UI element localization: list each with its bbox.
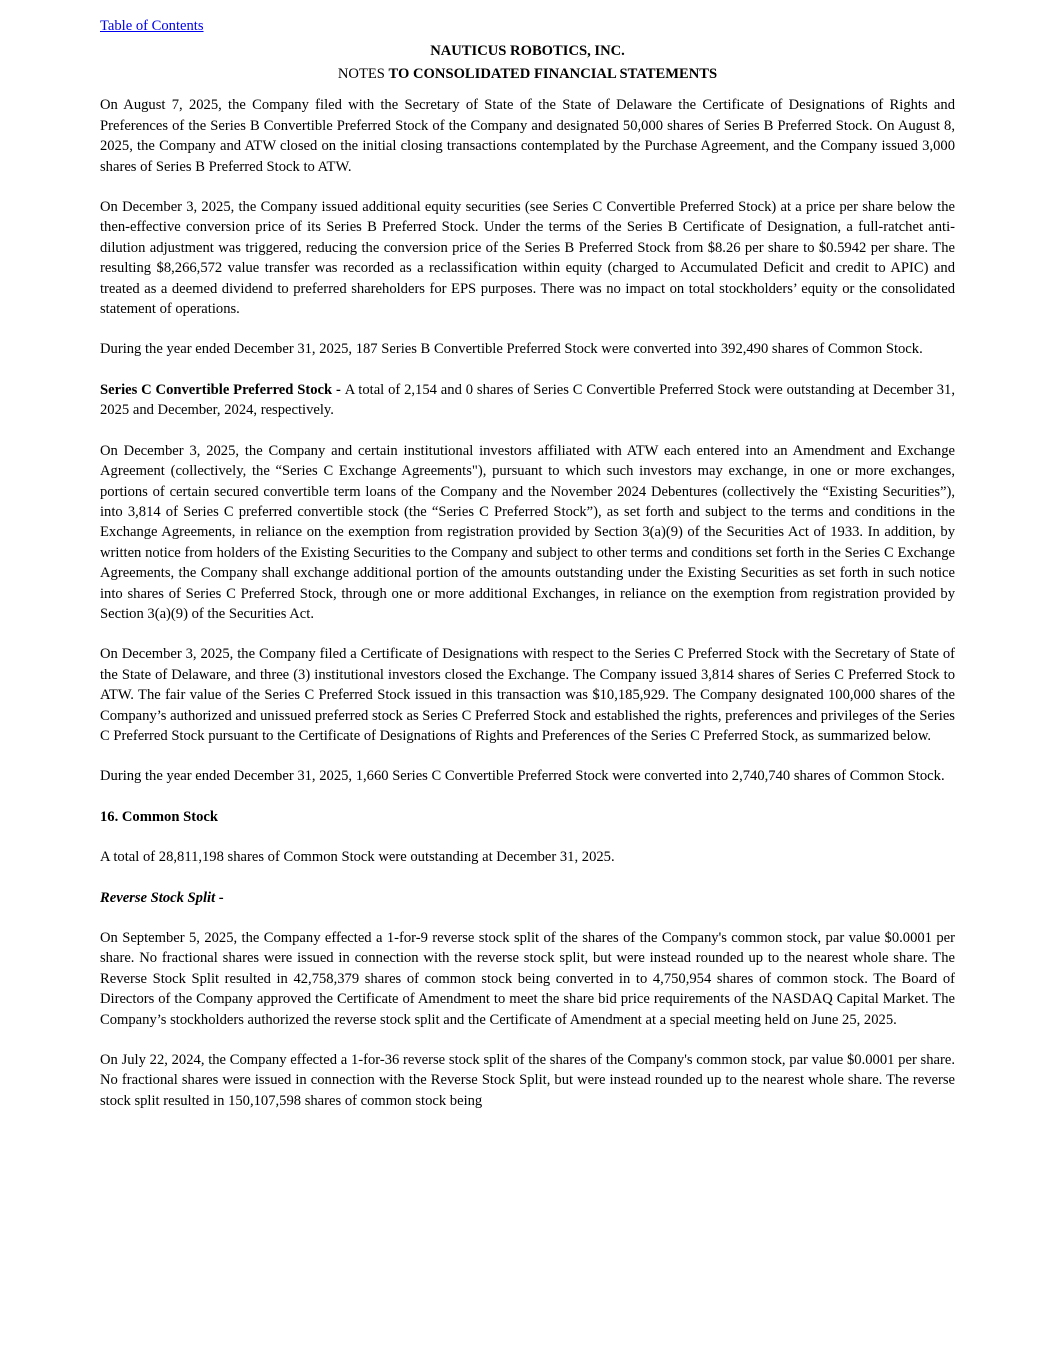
para-series-c-outstanding xyxy=(100,380,955,421)
document-header xyxy=(100,40,955,86)
para-common-stock-outstanding: A total of 28,811,198 shares of Common Stock were outstanding at December 31, 2025. xyxy=(100,849,615,866)
toc-line xyxy=(100,16,955,36)
para-reverse-split-2024: On July 22, 2024, the Company effected a 1-for-36 reverse stock split of the shares of the Company's common stock, par value $0.0001 per share. No fractional shares were issued in connection with the Reverse Stock Split, but were instead rounded up to the nearest whole share. The reverse stock split resulted in 150,107,598 shares of common stock being xyxy=(100,1052,955,1109)
notes-title-bold: TO CONSOLIDATED FINANCIAL STATEMENTS xyxy=(388,66,718,83)
para-series-b-conversions: During the year ended December 31, 2025, 187 Series B Convertible Preferred Stock were converted into 392,490 shares of Common Stock. xyxy=(100,341,923,358)
series-c-lead-in: Series C Convertible Preferred Stock - xyxy=(100,381,345,398)
reverse-split-lead: Reverse Stock Split xyxy=(100,889,216,906)
table-of-contents-link[interactable]: Table of Contents xyxy=(100,18,204,34)
para-series-c-conversions: During the year ended December 31, 2025, 1,660 Series C Convertible Preferred Stock were converted into 2,740,740 shares of Common Stock. xyxy=(100,768,945,785)
notes-title xyxy=(100,63,955,86)
para-certificate-designations-b: On August 7, 2025, the Company filed with the Secretary of State of the State of Delaware the Certificate of Designations of Rights and Preferences of the Series B Convertible Preferred Stock of the Company and designated 50,000 shares of Series B Preferred Stock. On August 8, 2025, the Company and ATW closed on the initial closing transactions contemplated by the Purchase Agreement, and the Company issued 3,000 shares of Series B Preferred Stock to ATW. xyxy=(100,97,955,175)
heading-common-stock: 16. Common Stock xyxy=(100,808,218,825)
para-certificate-designations-c: On December 3, 2025, the Company filed a Certificate of Designations with respect to the Series C Preferred Stock with the Secretary of State of the State of Delaware, and three (3) institutional investors closed the Exchange. The Company issued 3,814 shares of Series C Preferred Stock to ATW. The fair value of the Series C Preferred Stock issued in this transaction was $10,185,929. The Company designated 100,000 shares of the Company’s authorized and unissued preferred stock as Series C Preferred Stock and established the rights, preferences and privileges of the Series C Preferred Stock pursuant to the Certificate of Designations of Rights and Preferences of the Series C Preferred Stock, as summarized below. xyxy=(100,646,955,744)
reverse-split-dash: - xyxy=(215,889,224,906)
series-c-rest: A total of 2,154 and 0 shares of Series C Convertible Preferred Stock were outstanding at December 31, 2025 and December, 2024, respectively. xyxy=(100,381,955,419)
heading-reverse-stock-split xyxy=(100,888,955,908)
para-exchange-agreements: On December 3, 2025, the Company and certain institutional investors affiliated with ATW each entered into an Amendment and Exchange Agreement (collectively, the “Series C Exchange Agreements"), pursuant to which such investors may exchange, in one or more exchanges, portions of certain secured convertible term loans of the Company and the November 2024 Debentures (collectively the “Existing Securities”), into 3,814 of Series C preferred convertible stock (the “Series C Preferred Stock”), as set forth and subject to the terms and conditions in the Exchange Agreements, in reliance on the exemption from registration provided by Section 3(a)(9) of the Securities Act of 1933. In addition, by written notice from holders of the Existing Securities to the Company and subject to other terms and conditions set forth in the Series C Exchange Agreements, the Company shall exchange additional portion of the amounts outstanding under the Existing Securities as set forth in such notice into shares of Series C Preferred Stock, through one or more additional Exchanges, in reliance on the exemption from registration provided by Section 3(a)(9) of the Securities Act. xyxy=(100,442,955,622)
para-antidilution-adjustment: On December 3, 2025, the Company issued additional equity securities (see Series C Convertible Preferred Stock) at a price per share below the then-effective conversion price of its Series B Preferred Stock. Under the terms of the Series B Certificate of Designation, a full-ratchet anti-dilution adjustment was triggered, reducing the conversion price of the Series B Preferred Stock from $8.26 per share to $0.5942 per share. The resulting $8,266,572 value transfer was recorded as a reclassification within equity (charged to Accumulated Deficit and credit to APIC) and treated as a deemed dividend to preferred shareholders for EPS purposes. There was no impact on total stockholders’ equity or the consolidated statement of operations. xyxy=(100,199,955,318)
notes-title-prefix: NOTES xyxy=(337,66,389,83)
company-title: NAUTICUS ROBOTICS, INC. xyxy=(430,43,625,60)
para-reverse-split-2025: On September 5, 2025, the Company effected a 1-for-9 reverse stock split of the shares of the Company's common stock, par value $0.0001 per share. No fractional shares were issued in connection with the reverse stock split, but were instead rounded up to the nearest whole share. The Reverse Stock Split resulted in 42,758,379 shares of common stock being converted in to 4,750,954 shares of common stock. The Board of Directors of the Company approved the Certificate of Amendment to meet the share bid price requirements of the NASDAQ Capital Market. The Company’s stockholders authorized the reverse stock split and the Certificate of Amendment at a special meeting held on June 25, 2025. xyxy=(100,930,955,1028)
